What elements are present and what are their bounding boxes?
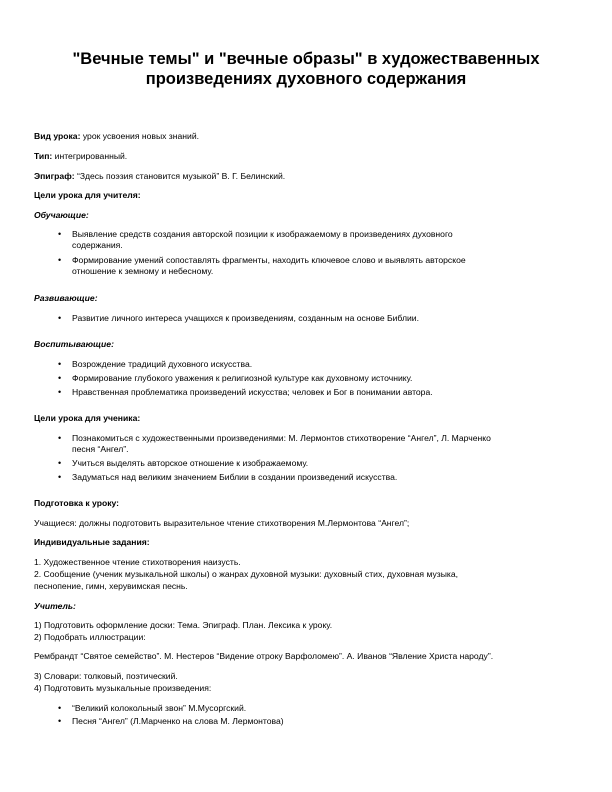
epigraph-line bbox=[34, 171, 285, 182]
title-line-2: произведениях духовного содержания bbox=[145, 70, 467, 88]
list-item: Задуматься над великим значением Библии в создании произведений искусства. bbox=[72, 472, 398, 482]
title-line-1: "Вечные темы" и "вечные образы" в художествавенных bbox=[72, 50, 540, 68]
type-label: Тип: bbox=[34, 151, 53, 161]
lesson-type-value: урок усвоения новых знаний. bbox=[80, 131, 200, 141]
list-item-continuation: песня “Ангел”. bbox=[72, 444, 129, 454]
list-item: “Великий колокольный звон” М.Мусоргский. bbox=[72, 703, 247, 713]
individual-line-1: 1. Художественное чтение стихотворения наизусть. bbox=[34, 557, 241, 567]
list-item: Учиться выделять авторское отношение к изображаемому. bbox=[72, 458, 309, 468]
lesson-type-label: Вид урока: bbox=[34, 131, 81, 141]
teacher-line-1: 1) Подготовить оформление доски: Тема. Эпиграф. План. Лексика к уроку. bbox=[34, 620, 333, 630]
type-value: интегрированный. bbox=[52, 151, 128, 161]
list-item: Выявление средств создания авторской позиции к изображаемому в произведениях духовного bbox=[72, 229, 453, 239]
list-item: Познакомиться с художественными произведениями: М. Лермонтов стихотворение “Ангел”, Л. Марченко bbox=[72, 433, 491, 443]
individual-line-2: 2. Сообщение (ученик музыкальной школы) о жанрах духовной музыки: духовный стих, духовная музыка, bbox=[34, 569, 458, 579]
list-item: Нравственная проблематика произведений искусства; человек и Бог в понимании автора. bbox=[72, 387, 433, 397]
individual-line-3: песнопение, гимн, херувимская песнь. bbox=[34, 581, 188, 591]
bullet-icon: • bbox=[58, 716, 62, 726]
bullet-icon: • bbox=[58, 255, 62, 265]
student-goals-heading: Цели урока для ученика: bbox=[34, 413, 141, 423]
bullet-icon: • bbox=[58, 703, 62, 713]
bullet-icon: • bbox=[58, 433, 62, 443]
page-title bbox=[20, 49, 592, 89]
lesson-type-line bbox=[34, 131, 199, 142]
teacher-heading: Учитель: bbox=[34, 601, 76, 611]
list-item: Песня “Ангел” (Л.Марченко на слова М. Лермонтова) bbox=[72, 716, 284, 726]
list-item: Развитие личного интереса учащихся к произведениям, созданным на основе Библии. bbox=[72, 313, 419, 323]
developing-heading: Развивающие: bbox=[34, 293, 98, 303]
educating-heading: Воспитывающие: bbox=[34, 339, 114, 349]
preparation-heading: Подготовка к уроку: bbox=[34, 498, 120, 508]
bullet-icon: • bbox=[58, 373, 62, 383]
teacher-line-2: 2) Подобрать иллюстрации: bbox=[34, 632, 146, 642]
bullet-icon: • bbox=[58, 472, 62, 482]
teaching-heading: Обучающие: bbox=[34, 210, 89, 220]
list-item-continuation: отношение к земному и небесному. bbox=[72, 266, 214, 276]
epigraph-value: “Здесь поэзия становится музыкой” В. Г. Белинский. bbox=[74, 171, 286, 181]
teacher-goals-heading: Цели урока для учителя: bbox=[34, 190, 141, 200]
type-line bbox=[34, 151, 127, 162]
paintings-line: Рембрандт “Святое семейство”. М. Нестеров “Видение отроку Варфоломею”. А. Иванов “Явление Христа народу”. bbox=[34, 651, 494, 661]
bullet-icon: • bbox=[58, 359, 62, 369]
preparation-text: Учащиеся: должны подготовить выразительное чтение стихотворения М.Лермонтова “Ангел”; bbox=[34, 518, 410, 528]
list-item: Формирование глубокого уважения к религиозной культуре как духовному источнику. bbox=[72, 373, 413, 383]
list-item: Формирование умений сопоставлять фрагменты, находить ключевое слово и выявлять авторское bbox=[72, 255, 466, 265]
bullet-icon: • bbox=[58, 313, 62, 323]
teacher-line-3: 3) Словари: толковый, поэтический. bbox=[34, 671, 178, 681]
bullet-icon: • bbox=[58, 458, 62, 468]
bullet-icon: • bbox=[58, 387, 62, 397]
list-item-continuation: содержания. bbox=[72, 240, 123, 250]
epigraph-label: Эпиграф: bbox=[34, 171, 75, 181]
bullet-icon: • bbox=[58, 229, 62, 239]
teacher-line-4: 4) Подготовить музыкальные произведения: bbox=[34, 683, 212, 693]
individual-heading: Индивидуальные задания: bbox=[34, 537, 150, 547]
list-item: Возрождение традиций духовного искусства. bbox=[72, 359, 253, 369]
